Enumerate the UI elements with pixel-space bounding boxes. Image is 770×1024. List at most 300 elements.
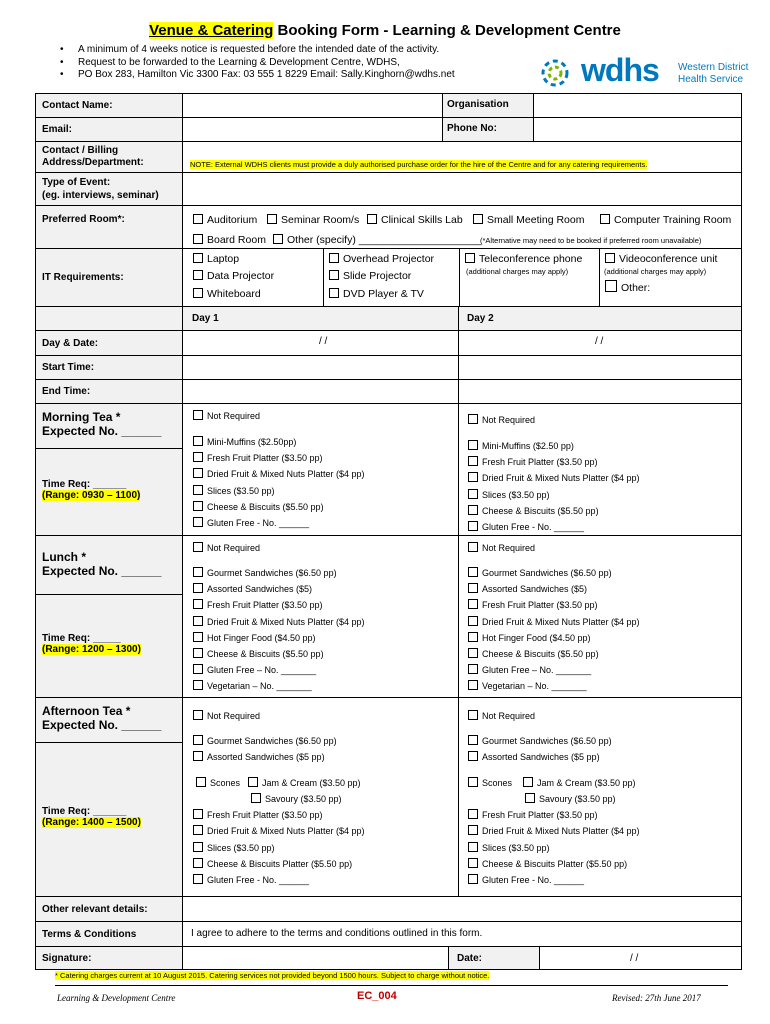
mt-d2-item[interactable]: [468, 456, 598, 467]
checkbox[interactable]: [193, 501, 203, 511]
start-time-row: [35, 355, 742, 379]
checkbox[interactable]: [468, 710, 478, 720]
option-label: Gluten Free – No. _______: [482, 665, 592, 675]
it-option-label: Whiteboard: [207, 288, 261, 300]
lunch-d1-item[interactable]: [193, 680, 312, 691]
it-option-label: Laptop: [207, 253, 240, 265]
lunch-d2-item[interactable]: [468, 648, 599, 659]
checkbox[interactable]: [468, 567, 478, 577]
it-slide[interactable]: [329, 270, 411, 282]
room-option-label: Small Meeting Room: [487, 214, 585, 226]
checkbox[interactable]: [525, 793, 535, 803]
morning-tea-heading: [36, 404, 182, 444]
logo-subtitle: [678, 62, 748, 86]
checkbox[interactable]: [193, 809, 203, 819]
room-clinical[interactable]: [367, 214, 463, 226]
option-label: Slices ($3.50 pp): [482, 490, 550, 500]
checkbox[interactable]: [193, 825, 203, 835]
terms-label: Terms & Conditions: [36, 922, 183, 946]
checkbox[interactable]: [468, 825, 478, 835]
signature-date-field[interactable]: / /: [630, 953, 639, 964]
lunch-d1-item[interactable]: [193, 616, 365, 627]
at-d2-item[interactable]: [468, 751, 600, 762]
option-label: Gluten Free - No. ______: [207, 875, 310, 885]
lunch-d2-item[interactable]: [468, 567, 612, 578]
checkbox[interactable]: [193, 858, 203, 868]
instruction-item: [60, 69, 455, 82]
option-label: Savoury ($3.50 pp): [539, 794, 616, 804]
checkbox[interactable]: [468, 599, 478, 609]
mt-d2-item[interactable]: [468, 414, 535, 425]
checkbox[interactable]: [193, 842, 203, 852]
option-label: Fresh Fruit Platter ($3.50 pp): [482, 457, 598, 467]
option-label: Vegetarian – No. _______: [482, 681, 587, 691]
footer-note: * Catering charges current at 10 August 2015. Catering services not provided beyond 1500 hours. Subject to charge without notice.: [55, 971, 490, 980]
it-data-projector[interactable]: [193, 270, 274, 282]
option-label: Not Required: [207, 711, 261, 721]
lunch-d2-item[interactable]: [468, 599, 598, 610]
checkbox[interactable]: [193, 468, 203, 478]
lunch-heading: [36, 536, 182, 578]
it-charge-note: (additional charges may apply): [604, 267, 707, 276]
checkbox[interactable]: [473, 214, 483, 224]
at-d2-item[interactable]: [523, 777, 636, 788]
mt-d1-item[interactable]: [193, 468, 365, 479]
checkbox[interactable]: [193, 616, 203, 626]
at-d1-item[interactable]: [193, 809, 323, 820]
title-rest: Booking Form - Learning & Development Centre: [273, 22, 621, 39]
it-charge-note: (additional charges may apply): [466, 267, 569, 276]
event-row: [35, 172, 742, 205]
room-small-meeting[interactable]: [473, 214, 584, 226]
it-option-label: Other:: [621, 282, 651, 294]
at-d2-item[interactable]: [468, 735, 612, 746]
lunch-time: [42, 633, 141, 655]
event-label-line: (eg. interviews, seminar): [42, 190, 159, 201]
day-date-label: Day & Date:: [36, 331, 183, 355]
morning-expected: Expected No. ______: [42, 424, 162, 438]
lunch-d1-item[interactable]: [193, 567, 337, 578]
other-details-label: Other relevant details:: [36, 897, 183, 921]
checkbox[interactable]: [605, 280, 617, 292]
instruction-item: • Request to be forwarded to the Learning & Development Centre, WDHS,: [60, 57, 455, 70]
booking-form: [35, 93, 742, 973]
morning-tea-row: [35, 403, 742, 535]
terms-row: [35, 921, 742, 946]
billing-row: [35, 141, 742, 172]
afternoon-time-req: Time Req: ______: [42, 806, 127, 817]
checkbox[interactable]: [600, 214, 610, 224]
it-option-label: DVD Player & TV: [343, 288, 424, 300]
organisation-field[interactable]: [534, 94, 742, 117]
at-d2-item[interactable]: [468, 710, 535, 721]
lunch-d1-item[interactable]: [193, 632, 316, 643]
it-other[interactable]: [605, 280, 650, 294]
morning-time: [42, 479, 140, 501]
checkbox[interactable]: [193, 410, 203, 420]
mt-d2-item[interactable]: [468, 521, 584, 532]
option-label: Dried Fruit & Mixed Nuts Platter ($4 pp): [207, 469, 365, 479]
checkbox[interactable]: [193, 485, 203, 495]
morning-range: (Range: 0930 – 1100): [42, 490, 141, 501]
option-label: Vegetarian – No. _______: [207, 681, 312, 691]
mt-d1-item[interactable]: [193, 452, 323, 463]
billing-field[interactable]: [184, 142, 742, 172]
lunch-range: (Range: 1200 – 1300): [42, 644, 141, 655]
option-label: Cheese & Biscuits ($5.50 pp): [207, 502, 324, 512]
option-label: Dried Fruit & Mixed Nuts Platter ($4 pp): [207, 826, 365, 836]
mt-d2-item[interactable]: [468, 489, 550, 500]
signature-label: Signature:: [36, 947, 183, 969]
at-d1-item[interactable]: [193, 874, 309, 885]
event-field[interactable]: [184, 173, 742, 205]
footer-revised: Revised: 27th June 2017: [612, 993, 701, 1003]
day2-header: Day 2: [467, 313, 494, 324]
organisation-label: Organisation: [443, 94, 533, 117]
at-d1-item[interactable]: [193, 710, 260, 721]
mt-d2-item[interactable]: [468, 472, 640, 483]
checkbox[interactable]: [468, 777, 478, 787]
option-label: Scones: [482, 778, 513, 788]
checkbox[interactable]: [468, 751, 478, 761]
mt-d1-item[interactable]: [193, 436, 296, 447]
at-d2-item[interactable]: [468, 858, 627, 869]
mt-d1-item[interactable]: [193, 501, 324, 512]
option-label: Hot Finger Food ($4.50 pp): [482, 633, 591, 643]
checkbox[interactable]: [193, 288, 203, 298]
checkbox[interactable]: [193, 567, 203, 577]
start-time-label: Start Time:: [36, 356, 183, 379]
it-label: IT Requirements:: [36, 249, 183, 306]
afternoon-range: (Range: 1400 – 1500): [42, 817, 141, 828]
checkbox[interactable]: [468, 648, 478, 658]
option-label: Gluten Free - No. ______: [482, 522, 585, 532]
checkbox[interactable]: [193, 664, 203, 674]
lunch-expected: Expected No. ______: [42, 564, 162, 578]
it-option-label: Slide Projector: [343, 270, 412, 282]
room-option-label: Board Room: [207, 234, 266, 246]
end-time-row: [35, 379, 742, 403]
room-row: [35, 205, 742, 248]
logo-sub-line: Health Service: [678, 74, 744, 85]
at-d1-item[interactable]: [193, 735, 337, 746]
billing-note: NOTE: External WDHS clients must provide a duly authorised purchase order for the hire of the Centre and for any catering requirements.: [190, 160, 648, 169]
room-other[interactable]: [273, 234, 481, 246]
option-label: Not Required: [207, 543, 261, 553]
option-label: Fresh Fruit Platter ($3.50 pp): [207, 453, 323, 463]
lunch-d1-item[interactable]: [193, 648, 324, 659]
option-label: Jam & Cream ($3.50 pp): [537, 778, 636, 788]
option-label: Dried Fruit & Mixed Nuts Platter ($4 pp): [482, 473, 640, 483]
page-title: [0, 22, 770, 39]
form-code: EC_004: [357, 990, 397, 1002]
afternoon-title: Afternoon Tea *: [42, 704, 131, 718]
checkbox[interactable]: [193, 270, 203, 280]
option-label: Fresh Fruit Platter ($3.50 pp): [207, 810, 323, 820]
checkbox[interactable]: [468, 842, 478, 852]
billing-label: [36, 142, 183, 172]
option-label: Savoury ($3.50 pp): [265, 794, 342, 804]
email-label: Email:: [36, 118, 183, 141]
option-label: Fresh Fruit Platter ($3.50 pp): [482, 600, 598, 610]
option-label: Assorted Sandwiches ($5 pp): [207, 752, 325, 762]
footer-left: Learning & Development Centre: [57, 993, 176, 1003]
lunch-d2-item[interactable]: [468, 632, 591, 643]
checkbox[interactable]: [465, 253, 475, 263]
mt-d1-item[interactable]: [193, 485, 275, 496]
checkbox[interactable]: [329, 270, 339, 280]
at-d1-item[interactable]: [193, 825, 365, 836]
other-details-row: [35, 896, 742, 921]
option-label: Not Required: [482, 543, 536, 553]
lunch-d1-item[interactable]: [193, 664, 316, 675]
billing-label-line: Address/Department:: [42, 157, 144, 168]
mt-d2-item[interactable]: [468, 440, 574, 451]
lunch-row: [35, 535, 742, 697]
it-row: [35, 248, 742, 306]
lunch-d1-item[interactable]: [193, 583, 312, 594]
at-d1-item[interactable]: [248, 777, 361, 788]
checkbox[interactable]: [468, 809, 478, 819]
checkbox[interactable]: [193, 735, 203, 745]
day1-header: Day 1: [192, 313, 219, 324]
option-label: Gourmet Sandwiches ($6.50 pp): [482, 568, 612, 578]
checkbox[interactable]: [468, 874, 478, 884]
checkbox[interactable]: [468, 680, 478, 690]
option-label: Not Required: [207, 411, 261, 421]
at-d2-item[interactable]: [468, 809, 598, 820]
option-label: Not Required: [482, 415, 536, 425]
checkbox[interactable]: [468, 440, 478, 450]
title-highlight: Venue & Catering: [149, 22, 274, 39]
checkbox[interactable]: [193, 599, 203, 609]
checkbox[interactable]: [468, 664, 478, 674]
checkbox[interactable]: [468, 583, 478, 593]
it-whiteboard[interactable]: [193, 288, 261, 300]
it-option-label: Videoconference unit: [619, 253, 718, 265]
option-label: Gluten Free - No. ______: [482, 875, 585, 885]
checkbox[interactable]: [468, 456, 478, 466]
option-label: Slices ($3.50 pp): [482, 843, 550, 853]
room-label: Preferred Room*:: [36, 206, 183, 248]
checkbox[interactable]: [193, 632, 203, 642]
lunch-d1-item[interactable]: [193, 542, 260, 553]
room-computer[interactable]: [600, 214, 731, 226]
event-label: [36, 173, 183, 205]
other-details-field[interactable]: [184, 897, 742, 921]
option-label: Gourmet Sandwiches ($6.50 pp): [207, 736, 337, 746]
footer-divider: [55, 985, 728, 986]
checkbox[interactable]: [468, 632, 478, 642]
checkbox[interactable]: [468, 521, 478, 531]
at-d2-item[interactable]: [525, 793, 616, 804]
checkbox[interactable]: [251, 793, 261, 803]
it-option-label: Data Projector: [207, 270, 275, 282]
room-seminar[interactable]: [267, 214, 359, 226]
signature-row: [35, 946, 742, 970]
option-label: Gluten Free – No. _______: [207, 665, 317, 675]
morning-tea-label: [36, 404, 183, 535]
mt-d1-item[interactable]: [193, 410, 260, 421]
at-d2-item[interactable]: [468, 825, 640, 836]
afternoon-expected: Expected No. ______: [42, 718, 162, 732]
lunch-d2-item[interactable]: [468, 542, 535, 553]
checkbox[interactable]: [193, 583, 203, 593]
option-label: Gourmet Sandwiches ($6.50 pp): [207, 568, 337, 578]
option-label: Scones: [210, 778, 241, 788]
option-label: Dried Fruit & Mixed Nuts Platter ($4 pp): [482, 826, 640, 836]
checkbox[interactable]: [273, 234, 283, 244]
checkbox[interactable]: [193, 874, 203, 884]
checkbox[interactable]: [193, 452, 203, 462]
room-option-label: Other (specify) _____________________: [287, 234, 482, 246]
day1-date-field[interactable]: / /: [319, 336, 328, 347]
at-d1-item[interactable]: [193, 751, 325, 762]
lunch-title: Lunch *: [42, 550, 86, 564]
phone-label: Phone No:: [443, 118, 533, 141]
checkbox[interactable]: [193, 680, 203, 690]
checkbox[interactable]: [193, 214, 203, 224]
option-label: Assorted Sandwiches ($5 pp): [482, 752, 600, 762]
option-label: Slices ($3.50 pp): [207, 486, 275, 496]
day2-date-field[interactable]: / /: [595, 336, 604, 347]
day-header-row: [35, 306, 742, 330]
instruction-item: • A minimum of 4 weeks notice is requested before the intended date of the activity.: [60, 44, 455, 57]
checkbox[interactable]: [605, 253, 615, 263]
billing-label-line: Contact / Billing: [42, 145, 119, 156]
room-board[interactable]: [193, 234, 266, 246]
option-label: Assorted Sandwiches ($5): [482, 584, 588, 594]
contact-name-row: [35, 93, 742, 117]
day-header-blank: [36, 307, 183, 330]
checkbox[interactable]: [468, 489, 478, 499]
at-d1-item[interactable]: [193, 842, 275, 853]
it-option-label: Teleconference phone: [479, 253, 583, 265]
at-d1-item[interactable]: [251, 793, 342, 804]
option-label: Fresh Fruit Platter ($3.50 pp): [207, 600, 323, 610]
phone-field[interactable]: [534, 118, 742, 141]
it-videoconference[interactable]: [605, 253, 717, 265]
at-d1-item[interactable]: [193, 858, 352, 869]
option-label: Fresh Fruit Platter ($3.50 pp): [482, 810, 598, 820]
it-option-label: Overhead Projector: [343, 253, 435, 265]
afternoon-time: [42, 806, 141, 828]
checkbox[interactable]: [248, 777, 258, 787]
it-teleconference[interactable]: [465, 253, 582, 265]
option-label: Mini-Muffins ($2.50pp): [207, 437, 297, 447]
option-label: Dried Fruit & Mixed Nuts Platter ($4 pp): [207, 617, 365, 627]
option-label: Jam & Cream ($3.50 pp): [262, 778, 361, 788]
logo-text: wdhs: [581, 52, 659, 88]
lunch-d2-item[interactable]: [468, 616, 640, 627]
at-d1-item[interactable]: [196, 777, 240, 788]
room-auditorium[interactable]: [193, 214, 257, 226]
it-overhead[interactable]: [329, 253, 434, 265]
contact-name-label: Contact Name:: [36, 94, 183, 117]
lunch-d2-item[interactable]: [468, 664, 591, 675]
checkbox[interactable]: [193, 436, 203, 446]
afternoon-tea-row: [35, 697, 742, 896]
lunch-time-req: Time Req: _____: [42, 633, 121, 644]
checkbox[interactable]: [193, 751, 203, 761]
checkbox[interactable]: [468, 414, 478, 424]
option-label: Slices ($3.50 pp): [207, 843, 275, 853]
option-label: Not Required: [482, 711, 536, 721]
option-label: Dried Fruit & Mixed Nuts Platter ($4 pp): [482, 617, 640, 627]
lunch-d2-item[interactable]: [468, 583, 587, 594]
option-label: Cheese & Biscuits ($5.50 pp): [482, 649, 599, 659]
afternoon-tea-label: [36, 698, 183, 896]
logo-mark-icon: [535, 53, 581, 93]
end-time-label: End Time:: [36, 380, 183, 403]
at-d2-item[interactable]: [468, 874, 584, 885]
instructions-list: [60, 44, 455, 82]
option-label: Cheese & Biscuits ($5.50 pp): [482, 506, 599, 516]
checkbox[interactable]: [267, 214, 277, 224]
checkbox[interactable]: [468, 616, 478, 626]
room-option-label: Computer Training Room: [614, 214, 732, 226]
checkbox[interactable]: [468, 858, 478, 868]
option-label: Gluten Free - No. ______: [207, 518, 310, 528]
checkbox[interactable]: [468, 542, 478, 552]
signature-field[interactable]: [184, 947, 442, 969]
option-label: Mini-Muffins ($2.50 pp): [482, 441, 574, 451]
it-laptop[interactable]: [193, 253, 239, 265]
room-option-label: Clinical Skills Lab: [381, 214, 463, 226]
checkbox[interactable]: [468, 505, 478, 515]
lunch-d2-item[interactable]: [468, 680, 587, 691]
it-dvd[interactable]: [329, 288, 424, 300]
checkbox[interactable]: [193, 517, 203, 527]
checkbox[interactable]: [329, 288, 339, 298]
checkbox[interactable]: [193, 234, 203, 244]
email-row: [35, 117, 742, 141]
room-option-label: Auditorium: [207, 214, 258, 226]
mt-d2-item[interactable]: [468, 505, 599, 516]
morning-tea-title: Morning Tea *: [42, 410, 121, 424]
checkbox[interactable]: [329, 253, 339, 263]
instruction-address: PO Box 283, Hamilton Vic 3300 Fax: 03 555 1 8229 Email: Sally.Kinghorn@wdhs.net: [78, 69, 455, 80]
morning-time-req: Time Req: ______: [42, 479, 127, 490]
option-label: Cheese & Biscuits ($5.50 pp): [207, 649, 324, 659]
checkbox[interactable]: [523, 777, 533, 787]
email-field[interactable]: [184, 118, 442, 141]
lunch-d1-item[interactable]: [193, 599, 323, 610]
afternoon-heading: [36, 698, 182, 738]
at-d2-item[interactable]: [468, 842, 550, 853]
option-label: Gourmet Sandwiches ($6.50 pp): [482, 736, 612, 746]
checkbox[interactable]: [367, 214, 377, 224]
checkbox[interactable]: [468, 472, 478, 482]
checkbox[interactable]: [196, 777, 206, 787]
room-option-label: Seminar Room/s: [281, 214, 360, 226]
logo-sub-line: Western District: [678, 62, 749, 73]
contact-name-field[interactable]: [184, 94, 477, 117]
checkbox[interactable]: [468, 735, 478, 745]
checkbox[interactable]: [193, 648, 203, 658]
checkbox[interactable]: [193, 253, 203, 263]
checkbox[interactable]: [193, 542, 203, 552]
terms-text: I agree to adhere to the terms and conditions outlined in this form.: [191, 928, 483, 939]
mt-d1-item[interactable]: [193, 517, 309, 528]
event-label-line: Type of Event:: [42, 177, 111, 188]
lunch-label: [36, 536, 183, 697]
at-d2-item[interactable]: [468, 777, 512, 788]
option-label: Cheese & Biscuits Platter ($5.50 pp): [207, 859, 353, 869]
option-label: Assorted Sandwiches ($5): [207, 584, 313, 594]
checkbox[interactable]: [193, 710, 203, 720]
option-label: Hot Finger Food ($4.50 pp): [207, 633, 316, 643]
